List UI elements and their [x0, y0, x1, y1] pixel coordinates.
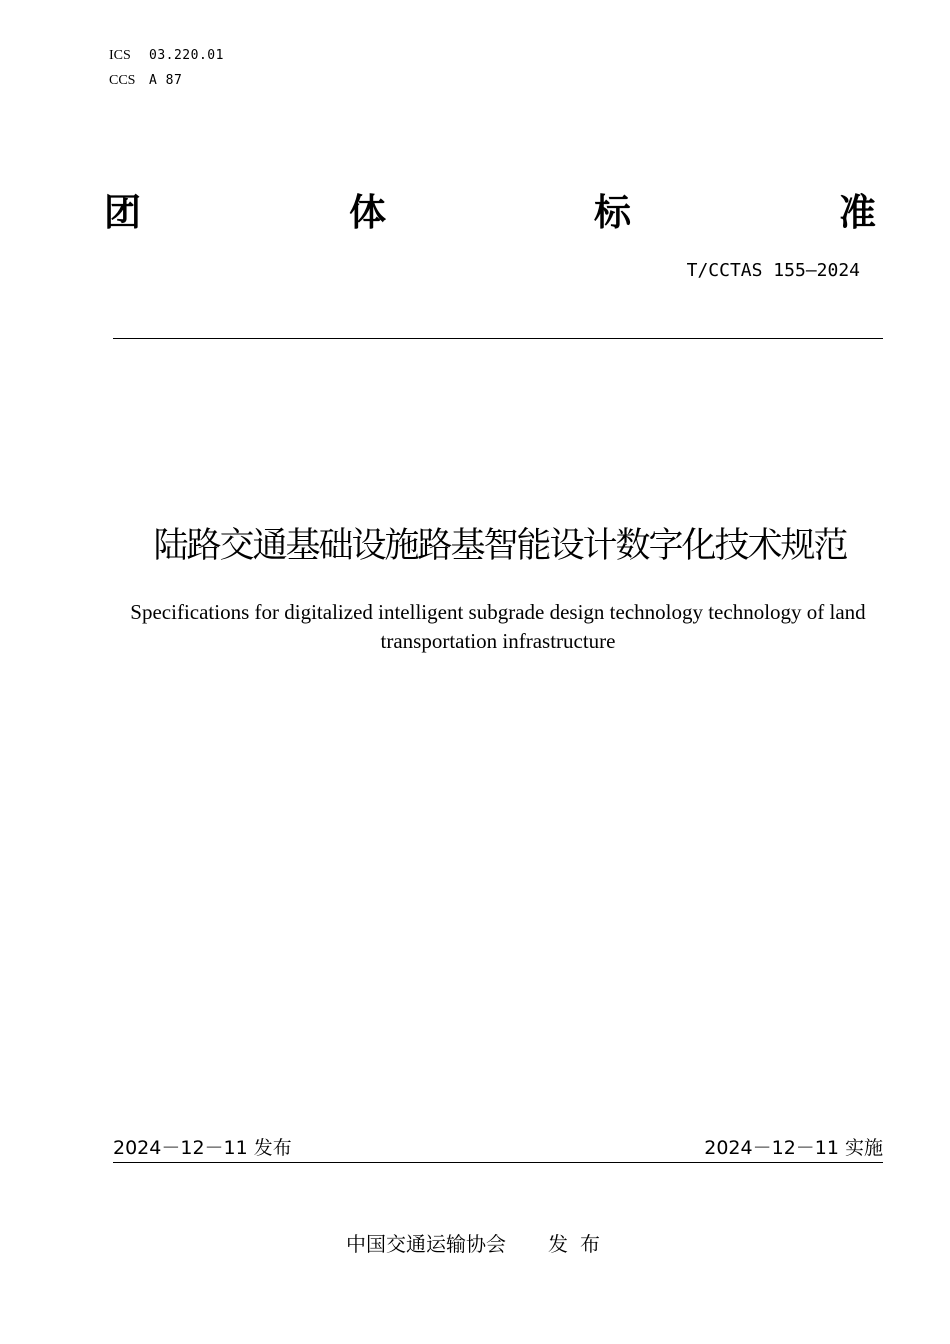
ccs-label: CCS — [109, 73, 136, 88]
publisher-line — [346, 1228, 612, 1257]
ics-row — [109, 46, 224, 65]
standard-type-char: 团 — [104, 191, 141, 234]
standard-code: T/CCTAS 155—2024 — [686, 260, 860, 281]
ccs-row — [109, 71, 182, 90]
ccs-code: A 87 — [149, 73, 183, 88]
implement-date: 2024－12－11 实施 — [704, 1137, 883, 1159]
ics-code: 03.220.01 — [149, 48, 224, 63]
standard-type-char: 体 — [349, 191, 386, 234]
title-english: Specifications for digitalized intelligent subgrade design technology technology of land transportation infrastructure — [130, 600, 866, 653]
ics-label: ICS — [109, 48, 131, 63]
standard-type-char: 准 — [839, 191, 876, 234]
release-date: 2024－12－11 发布 — [113, 1137, 292, 1159]
header-divider — [113, 338, 883, 339]
footer-divider — [113, 1162, 883, 1163]
publish-label: 发布 — [548, 1232, 612, 1256]
standard-type-heading — [104, 184, 876, 234]
title-chinese: 陆路交通基础设施路基智能设计数字化技术规范 — [153, 526, 847, 566]
standard-type-char: 标 — [594, 191, 631, 234]
publisher-name: 中国交通运输协会 — [346, 1232, 506, 1256]
